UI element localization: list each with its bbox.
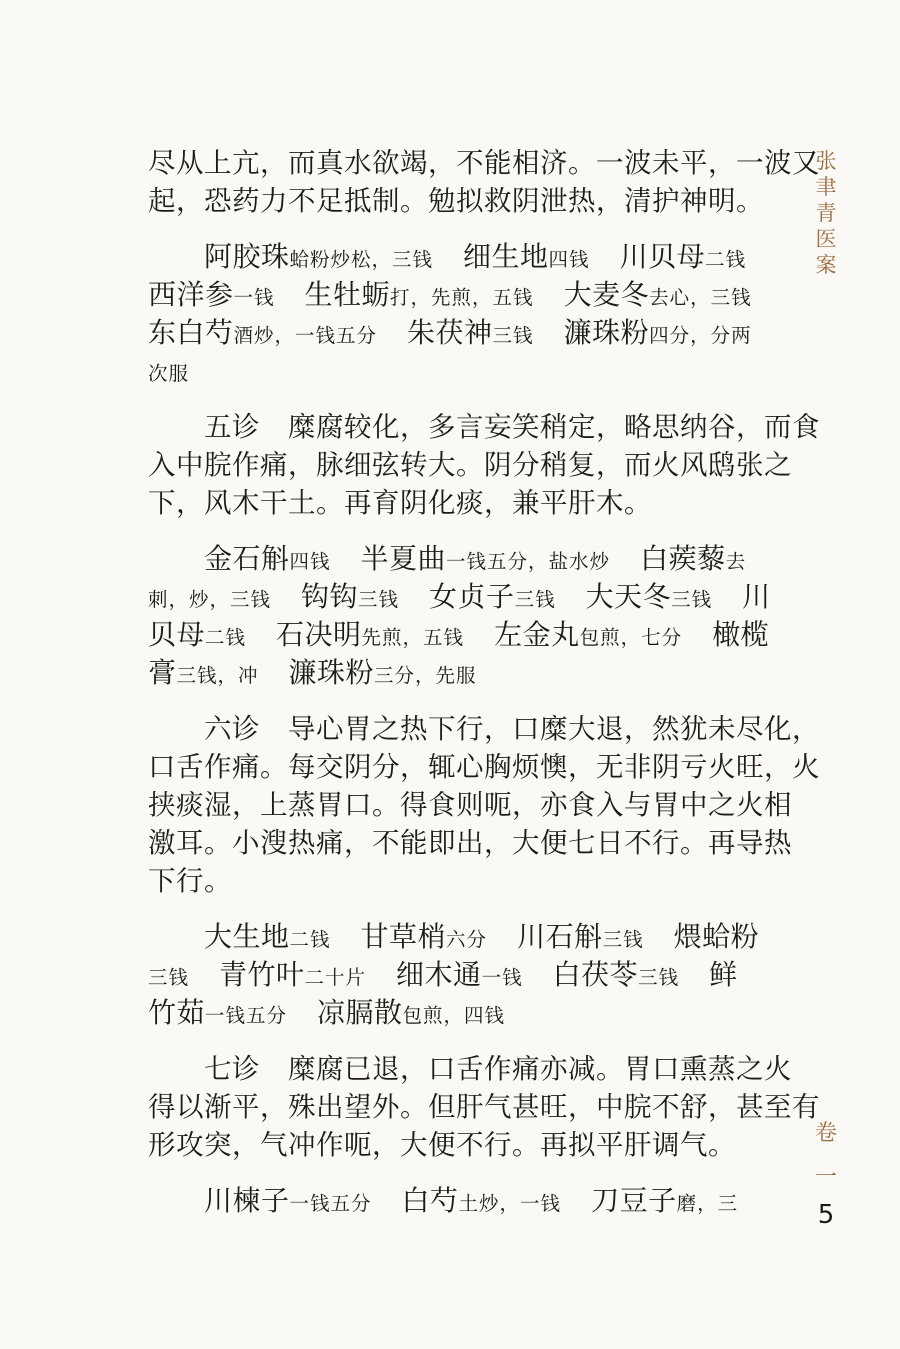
title-char: 医 — [815, 227, 837, 251]
text-line: 入中脘作痛，脉细弦转大。阴分稍复，而火风鸱张之 — [148, 449, 792, 481]
text-line: 挟痰湿，上蒸胃口。得食则呃，亦食入与胃中之火相 — [148, 789, 792, 821]
prescription-line — [148, 918, 768, 956]
prescription-line — [148, 352, 768, 390]
herb-name: 细生地 — [463, 240, 549, 273]
herb-name: 贝母 — [148, 618, 206, 651]
herb-name: 生牡蛎 — [304, 278, 391, 311]
herb-name: 青竹叶 — [219, 958, 305, 991]
herb-name: 川 — [742, 580, 771, 613]
herb-name: 大生地 — [204, 920, 290, 953]
prescription-line — [148, 578, 771, 616]
herb-note: 酒炒，一钱五分 — [233, 324, 378, 347]
text-line: 六诊 导心胃之热下行，口糜大退，然犹未尽化， — [204, 713, 820, 745]
herb-note: 四钱 — [548, 248, 590, 271]
herb-note: 一钱 — [481, 966, 523, 989]
herb-note: 三钱 — [358, 588, 400, 611]
herb-note: 三钱 — [671, 588, 713, 611]
herb-note: 一钱五分，盐水炒 — [446, 550, 611, 573]
herb-name: 鲜 — [709, 958, 738, 991]
title-char: 张 — [815, 149, 837, 173]
herb-note: 先煎，五钱 — [361, 626, 465, 649]
herb-name: 凉膈散 — [317, 996, 403, 1029]
prescription-line — [148, 238, 768, 276]
prescription-line — [148, 994, 768, 1032]
herb-name: 细木通 — [396, 958, 482, 991]
text-line: 五诊 糜腐较化，多言妄笑稍定，略思纳谷，而食 — [204, 411, 820, 443]
herb-note: 一钱五分 — [289, 1192, 372, 1215]
herb-note: 四分，分两 — [649, 324, 752, 347]
text-line: 下，风木干土。再育阴化痰，兼平肝木。 — [148, 487, 652, 519]
herb-note: 次服 — [148, 362, 190, 385]
herb-name: 白芍 — [401, 1184, 459, 1217]
herb-note: 包煎，七分 — [579, 626, 683, 649]
herb-note: 去 — [725, 550, 747, 573]
prescription-line — [148, 956, 768, 994]
volume-char: 卷 — [814, 1121, 837, 1146]
herb-name: 膏 — [148, 656, 177, 689]
page-number: 5 — [817, 1200, 835, 1230]
herb-note: 三钱 — [602, 928, 644, 951]
herb-note: 磨，三 — [676, 1192, 739, 1215]
herb-name: 阿胶珠 — [204, 240, 290, 273]
herb-note: 二钱 — [289, 928, 331, 951]
herb-note: 刺，炒，三钱 — [148, 588, 272, 611]
title-char: 案 — [815, 253, 837, 277]
herb-name: 左金丸 — [494, 618, 580, 651]
herb-note: 打，先煎，五钱 — [390, 286, 534, 309]
herb-name: 朱茯神 — [407, 316, 493, 349]
herb-name: 大麦冬 — [563, 278, 650, 311]
herb-note: 二钱 — [705, 248, 747, 271]
herb-note: 二十片 — [304, 966, 367, 989]
herb-note: 三钱 — [148, 966, 190, 989]
herb-note: 三钱 — [638, 966, 680, 989]
herb-name: 濂珠粉 — [288, 656, 375, 689]
herb-name: 女贞子 — [429, 580, 515, 613]
prescription-line — [148, 616, 768, 654]
title-char: 青 — [815, 201, 837, 225]
herb-name: 半夏曲 — [360, 542, 447, 575]
herb-note: 一钱 — [233, 286, 275, 309]
herb-note: 包煎，四钱 — [402, 1004, 506, 1027]
herb-note: 土炒，一钱 — [458, 1192, 562, 1215]
herb-name: 川石斛 — [517, 920, 603, 953]
herb-name: 石决明 — [276, 618, 362, 651]
herb-name: 西洋参 — [148, 278, 234, 311]
herb-note: 去心，三钱 — [649, 286, 752, 309]
herb-name: 煨蛤粉 — [673, 920, 760, 953]
text-line: 激耳。小溲热痛，不能即出，大便七日不行。再导热 — [148, 827, 792, 859]
herb-name: 钩钩 — [301, 580, 359, 613]
herb-name: 刀豆子 — [591, 1184, 677, 1217]
herb-name: 甘草梢 — [360, 920, 447, 953]
herb-name: 金石斛 — [204, 542, 290, 575]
text-line: 七诊 糜腐已退，口舌作痛亦减。胃口熏蒸之火 — [204, 1053, 792, 1085]
herb-name: 川楝子 — [204, 1184, 290, 1217]
herb-name: 川贝母 — [619, 240, 706, 273]
text-line: 起，恐药力不足抵制。勉拟救阴泄热，清护神明。 — [148, 185, 764, 217]
herb-note: 三钱 — [514, 588, 556, 611]
text-line: 下行。 — [148, 865, 232, 897]
herb-name: 濂珠粉 — [563, 316, 650, 349]
herb-name: 橄榄 — [712, 618, 770, 651]
volume-char: 一 — [814, 1165, 837, 1190]
volume-label — [811, 1112, 841, 1200]
herb-note: 四钱 — [289, 550, 331, 573]
herb-note: 三分，先服 — [374, 664, 477, 687]
herb-note: 三钱 — [492, 324, 534, 347]
text-line: 得以渐平，殊出望外。但肝气甚旺，中脘不舒，甚至有 — [148, 1091, 820, 1123]
herb-name: 大天冬 — [585, 580, 672, 613]
text-line: 口舌作痛。每交阴分，辄心胸烦懊，无非阴亏火旺，火 — [148, 751, 820, 783]
herb-name: 白蒺藜 — [640, 542, 726, 575]
page-body — [148, 144, 820, 1220]
herb-note: 二钱 — [205, 626, 247, 649]
prescription-line — [148, 540, 768, 578]
herb-note: 一钱五分 — [205, 1004, 288, 1027]
herb-name: 东白芍 — [148, 316, 234, 349]
prescription-line — [148, 276, 768, 314]
prescription-line — [148, 1182, 768, 1220]
herb-name: 白茯苓 — [552, 958, 639, 991]
herb-note: 六分 — [446, 928, 488, 951]
herb-note: 蛤粉炒松，三钱 — [289, 248, 434, 271]
herb-note: 三钱，冲 — [176, 664, 259, 687]
herb-name: 竹茹 — [148, 996, 206, 1029]
prescription-line — [148, 654, 768, 692]
text-line: 尽从上亢，而真水欲竭，不能相济。一波未平，一波又 — [148, 147, 820, 179]
text-line: 形攻突，气冲作呃，大便不行。再拟平肝调气。 — [148, 1129, 736, 1161]
title-char: 聿 — [815, 175, 837, 199]
prescription-line — [148, 314, 768, 352]
